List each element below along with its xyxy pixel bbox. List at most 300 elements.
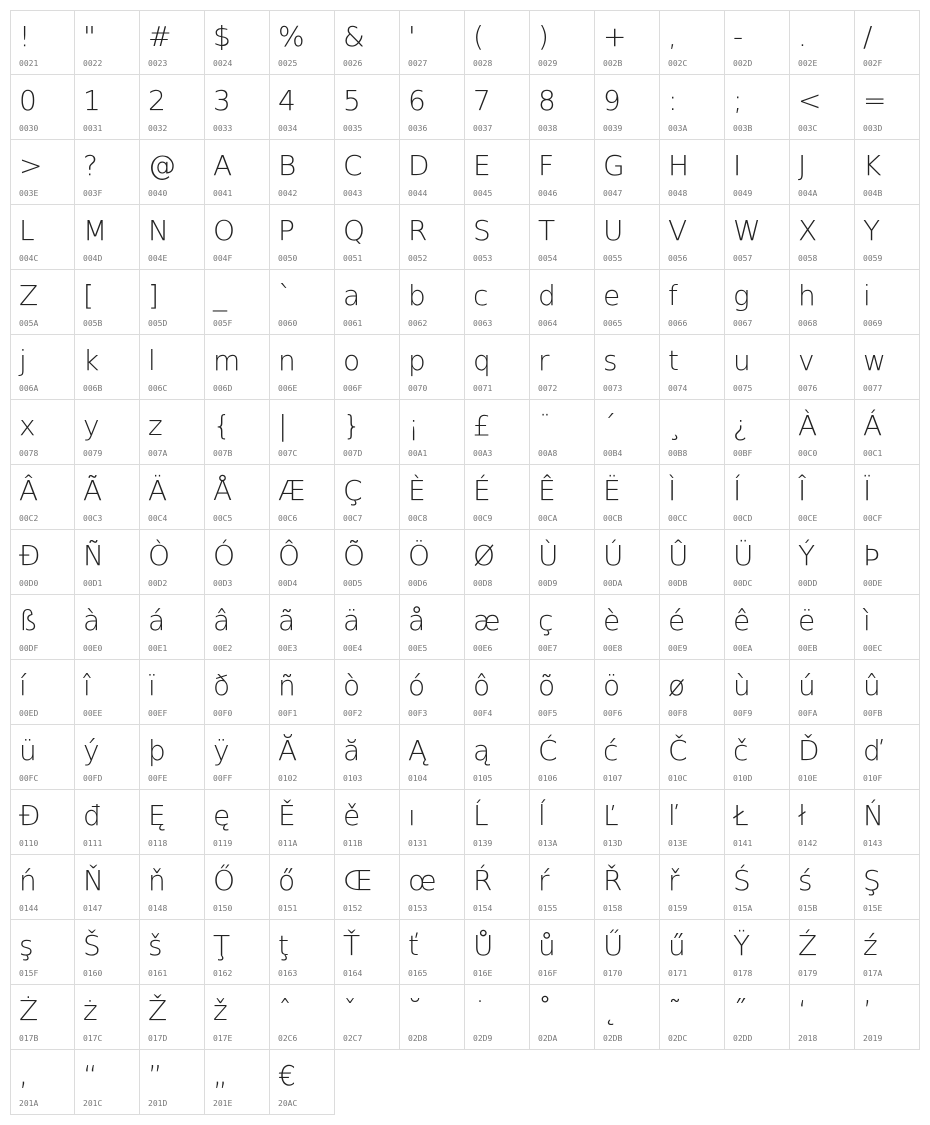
- glyph-cell: [790, 530, 855, 595]
- glyph-cell: [140, 1050, 205, 1115]
- glyph-cell: [530, 920, 595, 985]
- glyph-cell: [595, 790, 660, 855]
- glyph-char: Č: [668, 734, 688, 767]
- glyph-cell: [205, 985, 270, 1050]
- glyph-code: 00E4: [343, 644, 363, 653]
- glyph-code: 0105: [473, 774, 493, 783]
- glyph-cell: [400, 465, 465, 530]
- glyph-code: 00D5: [343, 579, 363, 588]
- glyph-cell: [725, 335, 790, 400]
- glyph-code: 0065: [603, 319, 623, 328]
- glyph-char: ľ: [668, 799, 679, 832]
- glyph-code: 0048: [668, 189, 688, 198]
- glyph-cell: [855, 790, 920, 855]
- glyph-code: 201A: [19, 1099, 39, 1108]
- glyph-cell: [205, 855, 270, 920]
- glyph-char: P: [278, 214, 295, 247]
- glyph-code: 0144: [19, 904, 39, 913]
- glyph-char: m: [213, 344, 241, 377]
- glyph-char: Ň: [83, 864, 104, 897]
- glyph-code: 00D1: [83, 579, 103, 588]
- glyph-code: 00F9: [733, 709, 753, 718]
- glyph-cell: [725, 920, 790, 985]
- glyph-cell: [10, 335, 75, 400]
- glyph-char: ;: [733, 84, 743, 117]
- glyph-cell: [270, 10, 335, 75]
- glyph-code: 00CF: [863, 514, 883, 523]
- glyph-code: 00FA: [798, 709, 818, 718]
- glyph-char: Ľ: [603, 799, 619, 832]
- glyph-code: 0054: [538, 254, 558, 263]
- glyph-cell: [400, 270, 465, 335]
- glyph-cell: [530, 75, 595, 140]
- glyph-char: Ł: [733, 799, 749, 832]
- glyph-char: Đ: [19, 799, 41, 832]
- glyph-char: `: [278, 279, 292, 312]
- glyph-char: D: [408, 149, 430, 182]
- glyph-cell: [465, 920, 530, 985]
- glyph-cell: [10, 1050, 75, 1115]
- glyph-code: 00F0: [213, 709, 233, 718]
- glyph-code: 00F2: [343, 709, 363, 718]
- glyph-code: 010C: [668, 774, 688, 783]
- glyph-char: ð: [213, 669, 231, 702]
- glyph-char: æ: [473, 604, 501, 637]
- glyph-char: ň: [148, 864, 166, 897]
- glyph-cell: [465, 10, 530, 75]
- glyph-cell: [595, 400, 660, 465]
- glyph-char: Ð: [19, 539, 41, 572]
- glyph-code: 00E0: [83, 644, 103, 653]
- glyph-code: 0058: [798, 254, 818, 263]
- glyph-code: 013A: [538, 839, 558, 848]
- glyph-char: R: [408, 214, 428, 247]
- glyph-char: l: [148, 344, 156, 377]
- glyph-char: Z: [19, 279, 39, 312]
- glyph-char: Í: [733, 474, 742, 507]
- glyph-code: 2018: [798, 1034, 818, 1043]
- glyph-cell: [75, 855, 140, 920]
- glyph-cell: [205, 1050, 270, 1115]
- glyph-char: ö: [603, 669, 621, 702]
- glyph-char: ï: [148, 669, 156, 702]
- glyph-cell: [660, 140, 725, 205]
- glyph-code: 0033: [213, 124, 233, 133]
- glyph-char: Á: [863, 409, 883, 442]
- glyph-char: A: [213, 149, 233, 182]
- glyph-code: 015F: [19, 969, 39, 978]
- glyph-code: 00C1: [863, 449, 883, 458]
- glyph-code: 0057: [733, 254, 753, 263]
- glyph-char: ò: [343, 669, 361, 702]
- glyph-cell: [270, 140, 335, 205]
- glyph-cell: [790, 920, 855, 985]
- glyph-char: œ: [408, 864, 437, 897]
- glyph-cell: [75, 725, 140, 790]
- glyph-char: ú: [798, 669, 816, 702]
- glyph-cell: [270, 725, 335, 790]
- glyph-char: U: [603, 214, 624, 247]
- glyph-cell: [335, 140, 400, 205]
- glyph-code: 00BF: [733, 449, 753, 458]
- glyph-cell: [400, 855, 465, 920]
- glyph-cell: [465, 465, 530, 530]
- glyph-cell: [465, 985, 530, 1050]
- glyph-code: 016E: [473, 969, 493, 978]
- glyph-code: 2019: [863, 1034, 883, 1043]
- glyph-code: 00FE: [148, 774, 168, 783]
- glyph-cell: [790, 75, 855, 140]
- glyph-char: 7: [473, 84, 491, 117]
- glyph-code: 0070: [408, 384, 428, 393]
- glyph-char: G: [603, 149, 625, 182]
- glyph-grid: [10, 10, 920, 1115]
- glyph-code: 0046: [538, 189, 558, 198]
- glyph-char: Å: [213, 474, 233, 507]
- glyph-char: Ó: [213, 539, 236, 572]
- glyph-code: 00F6: [603, 709, 623, 718]
- glyph-cell: [400, 75, 465, 140]
- glyph-char: b: [408, 279, 426, 312]
- glyph-cell: [530, 10, 595, 75]
- glyph-cell: [335, 205, 400, 270]
- glyph-char: €: [278, 1059, 296, 1092]
- glyph-code: 003F: [83, 189, 103, 198]
- glyph-code: 006D: [213, 384, 233, 393]
- glyph-cell: [75, 790, 140, 855]
- glyph-cell: [725, 725, 790, 790]
- glyph-code: 013E: [668, 839, 688, 848]
- glyph-cell: [270, 75, 335, 140]
- glyph-cell: [10, 725, 75, 790]
- glyph-char: á: [148, 604, 166, 637]
- glyph-cell: [140, 335, 205, 400]
- glyph-code: 00FD: [83, 774, 103, 783]
- glyph-char: ó: [408, 669, 426, 702]
- glyph-cell: [530, 855, 595, 920]
- glyph-code: 0073: [603, 384, 623, 393]
- glyph-cell: [790, 270, 855, 335]
- glyph-code: 0139: [473, 839, 493, 848]
- glyph-code: 0029: [538, 59, 558, 68]
- glyph-code: 0077: [863, 384, 883, 393]
- glyph-char: ˛: [603, 994, 617, 1027]
- glyph-cell: [790, 790, 855, 855]
- glyph-code: 0064: [538, 319, 558, 328]
- glyph-cell: [10, 790, 75, 855]
- glyph-char: Î: [798, 474, 807, 507]
- glyph-cell: [465, 790, 530, 855]
- glyph-char: v: [798, 344, 815, 377]
- glyph-char: Ă: [278, 734, 298, 767]
- glyph-code: 0023: [148, 59, 168, 68]
- glyph-cell: [270, 205, 335, 270]
- glyph-code: 017D: [148, 1034, 168, 1043]
- glyph-code: 00C9: [473, 514, 493, 523]
- glyph-char: ť: [408, 929, 419, 962]
- glyph-code: 00EC: [863, 644, 883, 653]
- glyph-cell: [270, 465, 335, 530]
- glyph-cell: [140, 595, 205, 660]
- glyph-char: Ô: [278, 539, 301, 572]
- glyph-cell: [530, 985, 595, 1050]
- glyph-char: <: [798, 84, 822, 117]
- glyph-cell: [75, 920, 140, 985]
- glyph-char: ": [83, 20, 96, 53]
- glyph-char: 9: [603, 84, 621, 117]
- glyph-cell: [595, 725, 660, 790]
- glyph-code: 0063: [473, 319, 493, 328]
- glyph-cell: [75, 75, 140, 140]
- glyph-char: ): [538, 20, 549, 53]
- glyph-code: 005D: [148, 319, 168, 328]
- glyph-code: 0024: [213, 59, 233, 68]
- glyph-cell: [140, 855, 205, 920]
- glyph-code: 007C: [278, 449, 298, 458]
- glyph-code: 00D0: [19, 579, 39, 588]
- glyph-char: Ś: [733, 864, 751, 897]
- glyph-cell: [75, 1050, 140, 1115]
- glyph-cell: [530, 270, 595, 335]
- glyph-code: 00E6: [473, 644, 493, 653]
- glyph-char: |: [278, 409, 288, 442]
- glyph-code: 010F: [863, 774, 883, 783]
- glyph-cell: [205, 465, 270, 530]
- glyph-code: 00C3: [83, 514, 103, 523]
- glyph-code: 004E: [148, 254, 168, 263]
- glyph-code: 0076: [798, 384, 818, 393]
- glyph-char: Ě: [278, 799, 296, 832]
- glyph-code: 00F3: [408, 709, 428, 718]
- glyph-code: 0022: [83, 59, 103, 68]
- glyph-cell: [205, 400, 270, 465]
- glyph-char: :: [668, 84, 678, 117]
- glyph-char: û: [863, 669, 881, 702]
- glyph-code: 00B4: [603, 449, 623, 458]
- glyph-cell: [855, 920, 920, 985]
- glyph-char: č: [733, 734, 749, 767]
- glyph-code: 002C: [668, 59, 688, 68]
- glyph-char: è: [603, 604, 621, 637]
- glyph-cell: [140, 725, 205, 790]
- glyph-cell: [335, 790, 400, 855]
- glyph-char: đ: [83, 799, 101, 832]
- glyph-code: 0025: [278, 59, 298, 68]
- glyph-code: 00C7: [343, 514, 363, 523]
- glyph-cell: [335, 855, 400, 920]
- glyph-code: 007A: [148, 449, 168, 458]
- glyph-code: 0040: [148, 189, 168, 198]
- glyph-char: ÿ: [213, 734, 230, 767]
- glyph-code: 0164: [343, 969, 363, 978]
- glyph-char: H: [668, 149, 690, 182]
- glyph-code: 00E8: [603, 644, 623, 653]
- glyph-char: ŕ: [538, 864, 550, 897]
- glyph-cell: [10, 140, 75, 205]
- glyph-cell: [270, 270, 335, 335]
- glyph-char: ˙: [473, 994, 487, 1027]
- glyph-cell: [725, 465, 790, 530]
- glyph-char: Æ: [278, 474, 306, 507]
- glyph-code: 00FC: [19, 774, 39, 783]
- glyph-cell: [465, 725, 530, 790]
- glyph-char: Õ: [343, 539, 366, 572]
- glyph-code: 0154: [473, 904, 493, 913]
- glyph-char: ]: [148, 279, 159, 312]
- glyph-cell: [205, 335, 270, 400]
- glyph-cell: [205, 595, 270, 660]
- glyph-char: â: [213, 604, 231, 637]
- glyph-cell: [335, 400, 400, 465]
- glyph-code: 0104: [408, 774, 428, 783]
- glyph-code: 0051: [343, 254, 363, 263]
- glyph-char: X: [798, 214, 818, 247]
- glyph-cell: [595, 335, 660, 400]
- glyph-cell: [660, 400, 725, 465]
- glyph-code: 0043: [343, 189, 363, 198]
- glyph-code: 0102: [278, 774, 298, 783]
- glyph-cell: [10, 75, 75, 140]
- glyph-char: ¨: [538, 409, 552, 442]
- glyph-cell: [790, 985, 855, 1050]
- glyph-cell: [75, 595, 140, 660]
- glyph-cell: [205, 270, 270, 335]
- glyph-cell: [335, 595, 400, 660]
- glyph-code: 0179: [798, 969, 818, 978]
- glyph-cell: [400, 920, 465, 985]
- glyph-char: N: [148, 214, 169, 247]
- glyph-cell: [335, 725, 400, 790]
- glyph-cell: [595, 465, 660, 530]
- glyph-char: ţ: [278, 929, 289, 962]
- glyph-code: 0160: [83, 969, 103, 978]
- glyph-code: 00A8: [538, 449, 558, 458]
- glyph-cell: [335, 920, 400, 985]
- glyph-code: 00C2: [19, 514, 39, 523]
- glyph-char: £: [473, 409, 491, 442]
- glyph-char: ô: [473, 669, 491, 702]
- glyph-code: 0147: [83, 904, 103, 913]
- glyph-char: Ö: [408, 539, 431, 572]
- glyph-cell: [595, 205, 660, 270]
- glyph-cell: [725, 855, 790, 920]
- glyph-cell: [270, 920, 335, 985]
- glyph-char: ‘: [798, 994, 807, 1027]
- glyph-cell: [725, 595, 790, 660]
- glyph-code: 0031: [83, 124, 103, 133]
- glyph-code: 00D9: [538, 579, 558, 588]
- glyph-cell: [270, 660, 335, 725]
- glyph-char: ': [408, 20, 416, 53]
- glyph-char: ă: [343, 734, 361, 767]
- glyph-char: „: [213, 1059, 228, 1092]
- glyph-char: È: [408, 474, 426, 507]
- glyph-char: Ú: [603, 539, 624, 572]
- glyph-cell: [595, 920, 660, 985]
- glyph-cell: [10, 660, 75, 725]
- glyph-char: Ć: [538, 734, 558, 767]
- glyph-cell: [140, 985, 205, 1050]
- glyph-cell: [140, 400, 205, 465]
- glyph-cell: [400, 725, 465, 790]
- glyph-cell: [400, 530, 465, 595]
- glyph-cell: [595, 530, 660, 595]
- glyph-code: 005A: [19, 319, 39, 328]
- glyph-code: 00CB: [603, 514, 623, 523]
- glyph-code: 010D: [733, 774, 753, 783]
- glyph-char: @: [148, 149, 176, 182]
- glyph-code: 003D: [863, 124, 883, 133]
- glyph-cell: [855, 725, 920, 790]
- glyph-char: ä: [343, 604, 361, 637]
- glyph-char: r: [538, 344, 550, 377]
- glyph-char: +: [603, 20, 627, 53]
- glyph-code: 0036: [408, 124, 428, 133]
- glyph-code: 00DF: [19, 644, 39, 653]
- glyph-code: 0060: [278, 319, 298, 328]
- glyph-char: C: [343, 149, 363, 182]
- glyph-char: Ű: [603, 929, 624, 962]
- glyph-code: 00A1: [408, 449, 428, 458]
- glyph-char: T: [538, 214, 556, 247]
- glyph-char: ã: [278, 604, 296, 637]
- glyph-cell: [400, 205, 465, 270]
- glyph-char: š: [148, 929, 163, 962]
- glyph-char: ,: [668, 20, 677, 53]
- glyph-char: ç: [538, 604, 554, 637]
- glyph-char: ’: [863, 994, 872, 1027]
- glyph-code: 006B: [83, 384, 103, 393]
- glyph-code: 00ED: [19, 709, 39, 718]
- glyph-cell: [725, 10, 790, 75]
- glyph-code: 015A: [733, 904, 753, 913]
- glyph-code: 0075: [733, 384, 753, 393]
- glyph-code: 0158: [603, 904, 623, 913]
- glyph-code: 00A3: [473, 449, 493, 458]
- glyph-code: 00EE: [83, 709, 103, 718]
- glyph-code: 0045: [473, 189, 493, 198]
- glyph-cell: [660, 10, 725, 75]
- glyph-cell: [660, 530, 725, 595]
- glyph-code: 0044: [408, 189, 428, 198]
- glyph-cell: [790, 595, 855, 660]
- glyph-cell: [660, 985, 725, 1050]
- glyph-code: 00C6: [278, 514, 298, 523]
- glyph-code: 006C: [148, 384, 168, 393]
- glyph-cell: [75, 465, 140, 530]
- glyph-code: 00DA: [603, 579, 623, 588]
- glyph-char: ¡: [408, 409, 420, 442]
- glyph-cell: [10, 10, 75, 75]
- glyph-char: 6: [408, 84, 426, 117]
- glyph-code: 0162: [213, 969, 233, 978]
- glyph-code: 0151: [278, 904, 298, 913]
- glyph-cell: [75, 985, 140, 1050]
- glyph-char: Ù: [538, 539, 559, 572]
- glyph-cell: [140, 660, 205, 725]
- glyph-cell: [530, 400, 595, 465]
- glyph-code: 02DB: [603, 1034, 623, 1043]
- glyph-cell: [270, 595, 335, 660]
- glyph-char: ě: [343, 799, 361, 832]
- glyph-cell: [465, 660, 530, 725]
- glyph-cell: [725, 985, 790, 1050]
- glyph-code: 002B: [603, 59, 623, 68]
- glyph-char: Ç: [343, 474, 363, 507]
- glyph-char: g: [733, 279, 750, 312]
- glyph-cell: [530, 205, 595, 270]
- glyph-cell: [75, 660, 140, 725]
